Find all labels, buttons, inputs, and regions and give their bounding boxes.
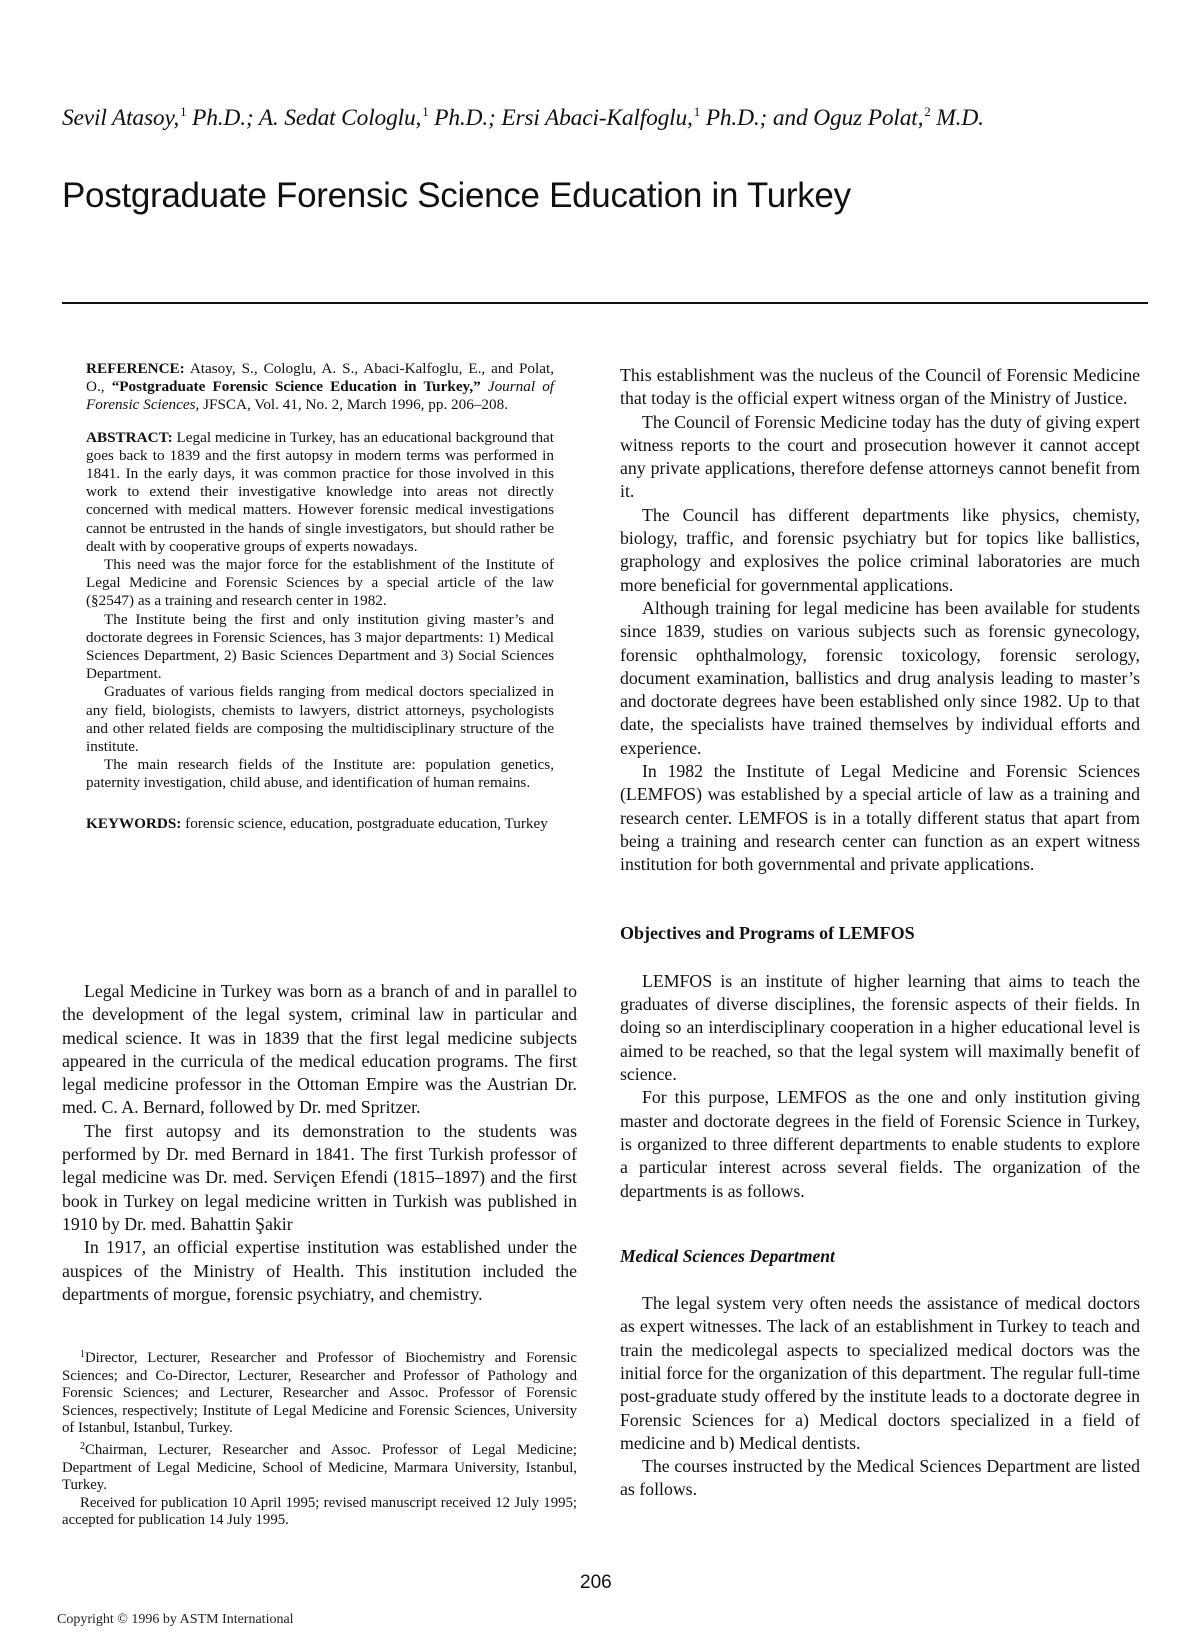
- right-column-body: [620, 364, 1140, 1502]
- reference-label: REFERENCE:: [86, 360, 185, 377]
- keywords-text: forensic science, education, postgraduate education, Turkey: [181, 814, 548, 832]
- abstract-label: ABSTRACT:: [86, 428, 173, 446]
- body-paragraph: LEMFOS is an institute of higher learning that aims to teach the graduates of diverse disciplines, the forensic aspects of their fields. In doing so an interdisciplinary cooperation in a higher educational level is aimed to be reached, so that the legal system will maximally benefit of science.: [620, 970, 1140, 1085]
- title-divider: [62, 302, 1148, 304]
- left-column-body: [62, 980, 577, 1306]
- footnotes: [62, 1346, 577, 1530]
- keywords: [86, 815, 554, 833]
- body-paragraph: The Council has different departments like physics, chemisty, biology, traffic, and forensic psychiatry but for topics like ballistics, graphology and explosives the police criminal laboratories are much more beneficial for governmental applications.: [620, 504, 1140, 595]
- section-heading: Objectives and Programs of LEMFOS: [620, 922, 915, 943]
- body-paragraph: For this purpose, LEMFOS as the one and only institution giving master and doctorate degrees in the field of Forensic Science in Turkey, is organized to three different departments to enable students to explore a particular interest across several fields. The organization of the departments is as follows.: [620, 1087, 1140, 1201]
- abstract-paragraph: The Institute being the first and only institution giving master’s and doctorate degrees in Forensic Sciences, has 3 major departments: 1) Medical Sciences Department, 2) Basic Sciences Department and 3) Social Sciences Department.: [86, 610, 554, 683]
- affiliation-marker: 1: [693, 104, 701, 119]
- abstract-text: Legal medicine in Turkey, has an educational background that goes back to 1839 and the first autopsy in modern terms was performed in 1841. In the early days, it was common practice for those involved in this work to extend their investigative knowledge into areas not directly concerned with medical matters. However forensic medical investigations cannot be entrusted in the hands of single investigators, but should rather be dealt with by cooperative groups of experts nowadays.: [86, 428, 554, 555]
- subsection-heading: Medical Sciences Department: [620, 1245, 835, 1266]
- footnote-received: Received for publication 10 April 1995; revised manuscript received 12 July 1995; accepted for publication 14 July 1995.: [62, 1494, 577, 1529]
- copyright-notice: Copyright © 1996 by ASTM International: [57, 1612, 294, 1627]
- abstract-paragraph: This need was the major force for the establishment of the Institute of Legal Medicine and Forensic Sciences by a special article of the law (§2547) as a training and research center in 1982.: [86, 556, 554, 610]
- body-paragraph: The first autopsy and its demonstration to the students was performed by Dr. med Bernard in 1841. The first Turkish professor of legal medicine was Dr. med. Serviçen Efendi (1815–1897) and the first book in Turkey on legal medicine written in Turkish was published in 1910 by Dr. med. Bahattin Şakir: [62, 1120, 577, 1234]
- footnote: [62, 1346, 577, 1438]
- paper-title: Postgraduate Forensic Science Education in Turkey: [62, 176, 851, 215]
- affiliation-marker: 2: [924, 104, 931, 119]
- body-paragraph: Although training for legal medicine has been available for students since 1839, studies on various subjects such as forensic gynecology, forensic ophthalmology, forensic toxicology, forensic serology, document examination, ballistics and drug analysis leading to master’s and doctorate degrees have been established only since 1982. Up to that date, the specialists have trained themselves by individual efforts and experience.: [620, 597, 1140, 758]
- reference-journal: Journal of Forensic Sciences: [86, 378, 555, 414]
- abstract-paragraph: The main research fields of the Institute are: population genetics, paternity investigation, child abuse, and identification of human remains.: [86, 756, 554, 792]
- abstract-paragraph: Graduates of various fields ranging from medical doctors specialized in any field, biologists, chemists to lawyers, district attorneys, psychologists and other related fields are composing the multidisciplinary structure of the institute.: [86, 683, 554, 756]
- body-paragraph: The legal system very often needs the assistance of medical doctors as expert witnesses. The lack of an establishment in Turkey to teach and train the medicolegal aspects to specialized medical doctors was the initial force for the organization of this department. The regular full-time post-graduate study offered by the institute leads to a doctorate degree in Forensic Sciences for a) Medical doctors specialized in a field of medicine and b) Medical dentists.: [620, 1293, 1140, 1453]
- reference-details: , JFSCA, Vol. 41, No. 2, March 1996, pp. 206–208.: [195, 396, 509, 414]
- reference-authors: Atasoy, S., Cologlu, A. S., Abaci-Kalfoglu, E., and Polat, O.,: [86, 360, 554, 396]
- author-degree: M.D.: [930, 105, 984, 131]
- author-degree: Ph.D.;: [186, 105, 254, 131]
- author-degree: Ph.D.;: [700, 105, 768, 131]
- footnote-text: Director, Lecturer, Researcher and Professor of Biochemistry and Forensic Sciences; and Co-Director, Lecturer, Researcher and Professor of Pathology and Forensic Sciences; and Lecturer, Researcher and Assoc. Professor of Forensic Sciences, respectively; Institute of Legal Medicine and Forensic Sciences, University of Istanbul, Istanbul, Turkey.: [62, 1350, 577, 1437]
- footnote-marker: 2: [80, 1440, 85, 1452]
- abstract-block: [86, 360, 554, 833]
- abstract-paragraph: [86, 429, 554, 556]
- body-paragraph: In 1982 the Institute of Legal Medicine and Forensic Sciences (LEMFOS) was established by a special article of law as a training and research center. LEMFOS is in a totally different status that apart from being a training and research center can function as an expert witness institution for both governmental and private applications.: [620, 761, 1140, 875]
- footnote-marker: 1: [80, 1349, 85, 1360]
- footnote-text: Chairman, Lecturer, Researcher and Assoc. Professor of Legal Medicine; Department of Legal Medicine, School of Medicine, Marmara University, Istanbul, Turkey.: [62, 1441, 577, 1494]
- author-name: Ersi Abaci-Kalfoglu,: [501, 105, 693, 131]
- affiliation-marker: 1: [422, 104, 429, 119]
- body-paragraph: The Council of Forensic Medicine today has the duty of giving expert witness reports to the court and prosecution however it cannot accept any private applications, therefore defense attorneys cannot benefit from it.: [620, 411, 1140, 502]
- keywords-label: KEYWORDS:: [86, 814, 182, 832]
- body-paragraph: The courses instructed by the Medical Sciences Department are listed as follows.: [620, 1456, 1140, 1500]
- body-paragraph: In 1917, an official expertise institution was established under the auspices of the Ministry of Health. This institution included the departments of morgue, forensic psychiatry, and chemistry.: [62, 1237, 577, 1304]
- page-number: 206: [580, 1572, 612, 1593]
- footnote: [62, 1438, 577, 1495]
- reference-citation: [86, 360, 554, 415]
- body-paragraph: This establishment was the nucleus of the Council of Forensic Medicine that today is the official expert witness organ of the Ministry of Justice.: [620, 365, 1140, 409]
- author-degree: Ph.D.;: [428, 105, 496, 131]
- author-list: [62, 104, 1162, 132]
- author-name: A. Sedat Cologlu,: [258, 105, 422, 131]
- author-name: Sevil Atasoy,: [62, 105, 180, 131]
- body-paragraph: Legal Medicine in Turkey was born as a branch of and in parallel to the development of the legal system, criminal law in particular and medical science. It was in 1839 that the first legal medicine subjects appeared in the curricula of the medical education programs. The first legal medicine professor in the Ottoman Empire was the Austrian Dr. med. C. A. Bernard, followed by Dr. med Spritzer.: [62, 981, 577, 1118]
- affiliation-marker: 1: [180, 104, 187, 119]
- author-name: and Oguz Polat,: [772, 105, 924, 131]
- reference-title: “Postgraduate Forensic Science Education in Turkey,”: [111, 378, 481, 396]
